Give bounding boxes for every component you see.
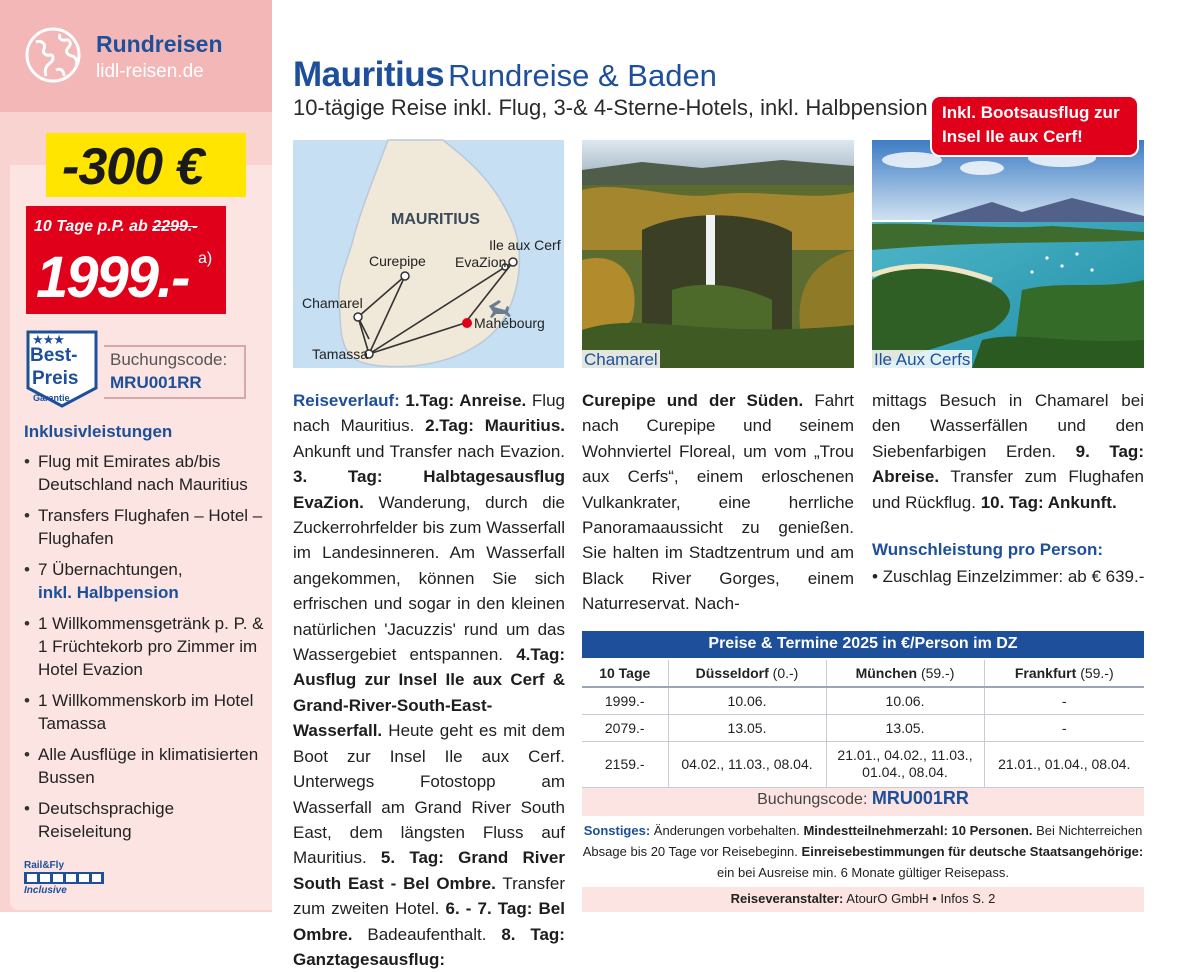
caption-ile-aux-cerfs: Ile Aux Cerfs [874,350,971,369]
itinerary-column-3: mittags Besuch in Chamarel bei den Wasserfällen und den Siebenfarbigen Erden. 9. Tag: Abreise. Transfer zum Flughafen und Rückflug. 10. Tag: Ankunft. [872,391,1144,512]
map-title: MAURITIUS [391,211,480,228]
inclusion-bold: inkl. Halbpension [38,583,179,602]
best-price-stars: ★★★ [32,332,64,347]
map-label-mahebourg: Mahébourg [474,315,545,331]
booking-code-value: MRU001RR [871,788,969,808]
table-header: Frankfurt (59.-) [984,660,1144,687]
brand-url[interactable]: lidl-reisen.de [96,61,204,82]
price-table-title: Preise & Termine 2025 in €/Person im DZ [582,631,1144,658]
best-price-line2: Preis [32,368,79,389]
itinerary-column-1: Reiseverlauf: 1.Tag: Anreise. Flug nach Mauritius. 2.Tag: Mauritius. Ankunft und Transfer nach Evazion. 3. Tag: Halbtagesausflug EvaZion. Wanderung, durch die Zuckerrohrfelder bis zum Wasserfall im Landesinneren. Am Wasserfall angekommen, können Sie sich erfrischen und sogar in den kleinen natürlichen 'Jacuzzis' rund um das Wassergebiet entspannen. 4.Tag: Ausflug zur Insel Ile aux Cerf & Grand-River-South-East-Wasserfall. Heute geht es mit dem Boot zur Insel Ile aux Cerf. Unterwegs Fotostopp am Wasserfall am Grand River South East, dem längsten Fluss auf Mauritius. 5. Tag: Grand River South East - Bel Ombre. Transfer zum zweiten Hotel. 6. - 7. Tag: Bel Ombre. Badeaufenthalt. 8. Tag: Ganztagesausflug: [293,391,566,969]
globe-icon [24,26,82,84]
table-cell: 13.05. [826,714,984,741]
itinerary-label: Reiseverlauf: [293,391,400,410]
table-header-row [582,660,1144,687]
price-badge [26,206,226,314]
table-cell: 21.01., 04.02., 11.03., 01.04., 08.04. [826,741,984,787]
table-cell: - [984,687,1144,714]
table-row [582,687,1144,714]
table-cell: 21.01., 01.04., 08.04. [984,741,1144,787]
title-bold: Mauritius [293,55,445,94]
table-row [582,741,1144,787]
list-item: • 1 Willkommensgetränk p. P. & 1 Früchtekorb pro Zimmer im Hotel Evazion [24,612,264,681]
terms-text: Sonstiges: Änderungen vorbehalten. Mindestteilnehmerzahl: 10 Personen. Bei Nichterreichen Absage bis 20 Tage vor Reisebeginn. Einreisebestimmungen für deutsche Staatsangehörige: ein bei Ausreise min. 6 Monate gültiger Reisepass. [582,823,1144,880]
caption-chamarel: Chamarel [584,350,658,369]
mauritius-map [293,140,564,368]
booking-code-row [582,788,1144,816]
page-subtitle: 10-tägige Reise inkl. Flug, 3-& 4-Sterne-Hotels, inkl. Halbpension [293,95,928,120]
map-image [293,140,564,368]
table-cell: 2079.- [582,714,668,741]
map-label-chamarel: Chamarel [302,295,363,311]
inclusions-list [24,450,264,851]
price-duration: 10 Tage p.P. ab 2299.- [34,218,198,235]
itinerary-column-2: Curepipe und der Süden. Fahrt nach Curepipe und seinem Wohnviertel Floreal, um vom „Trou aux Cerfs“, einem erloschenen Vulkankrater, eine herrliche Panoramaaussicht zu genießen. Sie halten im Stadtzentrum und am Black River Gorges, einem Naturreservat. Nach- [582,391,854,614]
map-label-curepipe: Curepipe [369,253,426,269]
table-cell: 04.02., 11.03., 08.04. [668,741,826,787]
tour-operator: Reiseveranstalter: AtourO GmbH • Infos S. 2 [582,887,1144,912]
table-header: Düsseldorf (0.-) [668,660,826,687]
page-title [293,55,717,95]
rail-fly-inclusive: Inclusive [24,885,67,896]
promo-line1: Inkl. Bootsausflug zur [942,103,1120,122]
best-price-line1: Best- [30,345,78,366]
table-header: München (59.-) [826,660,984,687]
discount-value: -300 € [62,138,204,196]
table-cell: 1999.- [582,687,668,714]
table-row [582,714,1144,741]
map-label-evazion: EvaZion [455,254,507,270]
rail-fly-title: Rail&Fly [24,860,65,871]
price-table [582,660,1144,788]
table-cell: 13.05. [668,714,826,741]
list-item: • Flug mit Emirates ab/bis Deutschland nach Mauritius [24,450,264,496]
list-item: • Transfers Flughafen – Hotel – Flughafen [24,504,264,550]
db-logo-icon [24,872,104,884]
old-price: 2299.- [152,218,198,235]
discount-badge [46,133,246,197]
title-rest: Rundreise & Baden [448,58,717,93]
map-label-tamassa: Tamassa [312,346,369,362]
best-price-line3: Garantie [33,393,70,403]
table-cell: 2159.- [582,741,668,787]
list-item: • Deutschsprachige Reiseleitung [24,797,264,843]
list-item: • 1 Willkommenskorb im Hotel Tamassa [24,689,264,735]
inclusions-title: Inklusivleistungen [24,422,173,441]
booking-code-label: Buchungscode: [110,350,228,369]
table-cell: 10.06. [668,687,826,714]
list-item: • 7 Übernachtungen, inkl. Halbpension [24,558,264,604]
promo-line2: Insel Ile aux Cerf! [942,127,1083,146]
price-footnote: a) [198,250,213,267]
table-header: 10 Tage [582,660,668,687]
list-item: • Alle Ausflüge in klimatisierten Bussen [24,743,264,789]
brand-name: Rundreisen [96,31,223,57]
extras-title: Wunschleistung pro Person: [872,540,1104,559]
extras-item: • Zuschlag Einzelzimmer: ab € 639.- [872,567,1145,586]
new-price: 1999.- [36,245,189,310]
island-photo [872,140,1144,368]
table-cell: 10.06. [826,687,984,714]
booking-code-value: MRU001RR [110,373,202,392]
map-label-ile-aux-cerf: Ile aux Cerf [489,237,561,253]
promo-badge [932,97,1137,155]
table-cell: - [984,714,1144,741]
waterfall-photo [582,140,854,368]
booking-code-label: Buchungscode: [757,791,868,808]
